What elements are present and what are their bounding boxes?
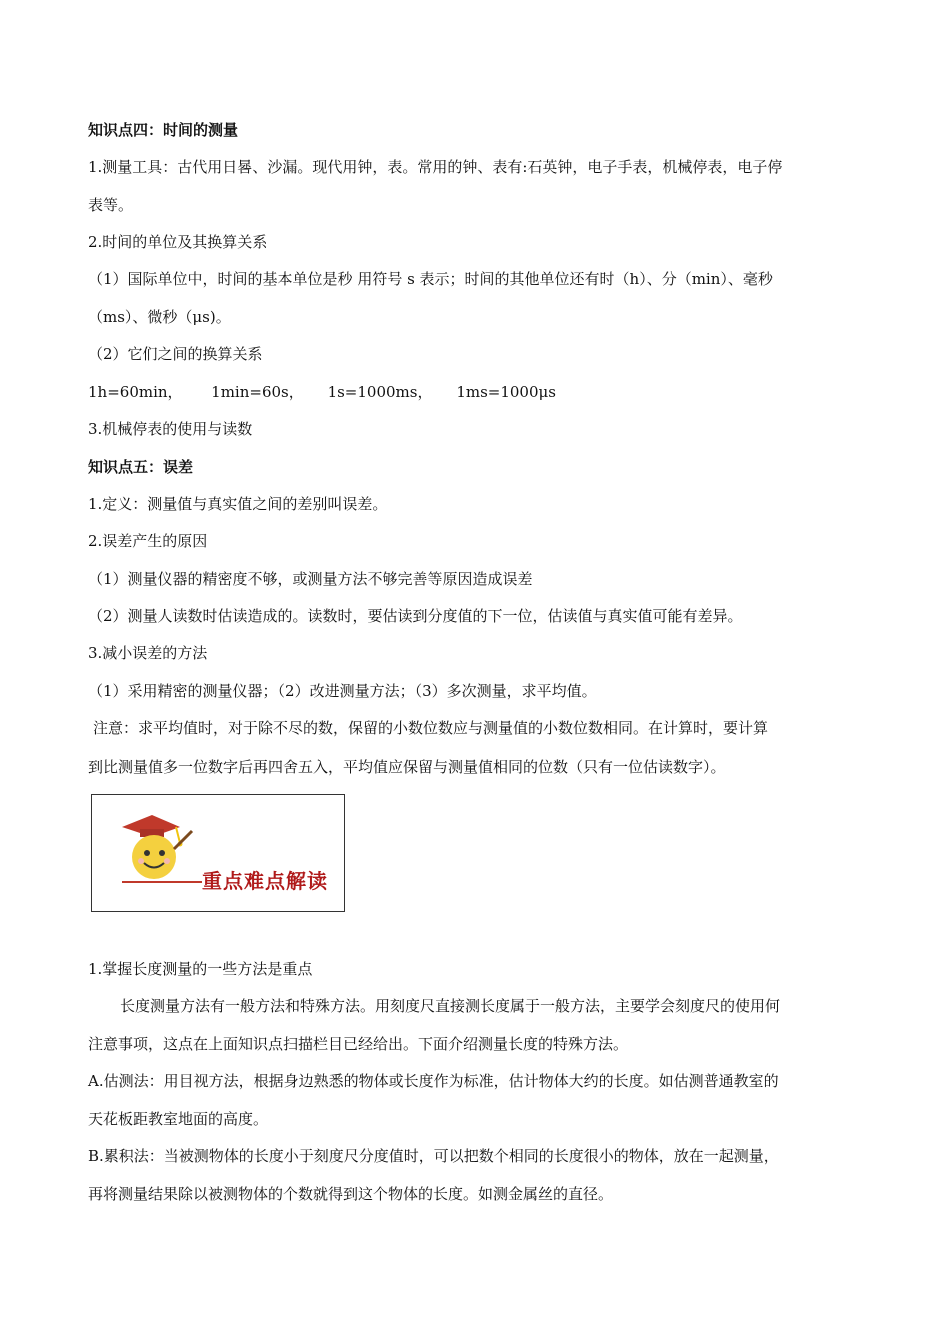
paragraph-line: （1）国际单位中，时间的基本单位是秒 用符号 s 表示；时间的其他单位还有时（h）、分（min）、毫秒: [88, 270, 773, 288]
paragraph-line: 到比测量值多一位数字后再四舍五入，平均值应保留与测量值相同的位数（只有一位估读数字）。: [88, 758, 726, 776]
paragraph-line: B.累积法：当被测物体的长度小于刻度尺分度值时，可以把数个相同的长度很小的物体，放在一起测量，: [88, 1147, 779, 1165]
paragraph-line: 天花板距教室地面的高度。: [88, 1110, 269, 1128]
key-points-banner: [91, 794, 345, 912]
paragraph-line: （1）测量仪器的精密度不够，或测量方法不够完善等原因造成误差: [88, 570, 533, 588]
paragraph-line: 注意事项，这点在上面知识点扫描栏目已经给出。下面介绍测量长度的特殊方法。: [88, 1035, 629, 1053]
section-heading-error: 知识点五：误差: [88, 458, 194, 476]
paragraph-line: 再将测量结果除以被测物体的个数就得到这个物体的长度。如测金属丝的直径。: [88, 1185, 614, 1203]
paragraph-line: 1.测量工具：古代用日晷、沙漏。现代用钟，表。常用的钟、表有:石英钟，电子手表，机械停表，电子停: [88, 158, 783, 176]
paragraph-line: 3.机械停表的使用与读数: [88, 420, 253, 438]
paragraph-line: （ms）、微秒（μs)。: [88, 308, 231, 326]
paragraph-line: （1）采用精密的测量仪器；（2）改进测量方法；（3）多次测量，求平均值。: [88, 682, 597, 700]
paragraph-line: 1.掌握长度测量的一些方法是重点: [88, 960, 313, 978]
paragraph-line: 表等。: [88, 196, 134, 214]
paragraph-line: （2）它们之间的换算关系: [88, 345, 263, 363]
paragraph-line: 3.减小误差的方法: [88, 644, 208, 662]
paragraph-line: 注意：求平均值时，对于除不尽的数，保留的小数位数应与测量值的小数位数相同。在计算时，要计算: [93, 719, 769, 737]
banner-rule: [122, 881, 202, 883]
formula-line: 1h=60min， 1min=60s， 1s=1000ms， 1ms=1000μs: [88, 383, 556, 401]
paragraph-line: 2.时间的单位及其换算关系: [88, 233, 268, 251]
paragraph-line: 1.定义：测量值与真实值之间的差别叫误差。: [88, 495, 388, 513]
paragraph-line: 长度测量方法有一般方法和特殊方法。用刻度尺直接测长度属于一般方法，主要学会刻度尺的使用何: [120, 997, 781, 1015]
paragraph-line: （2）测量人读数时估读造成的。读数时，要估读到分度值的下一位，估读值与真实值可能有差异。: [88, 607, 743, 625]
graduate-smiley-icon: [114, 809, 204, 889]
paragraph-line: 2.误差产生的原因: [88, 532, 208, 550]
banner-title: 重点难点解读: [202, 869, 328, 893]
paragraph-line: A.估测法：用目视方法，根据身边熟悉的物体或长度作为标准，估计物体大约的长度。如估测普通教室的: [88, 1072, 779, 1090]
section-heading-time: 知识点四：时间的测量: [88, 121, 239, 139]
